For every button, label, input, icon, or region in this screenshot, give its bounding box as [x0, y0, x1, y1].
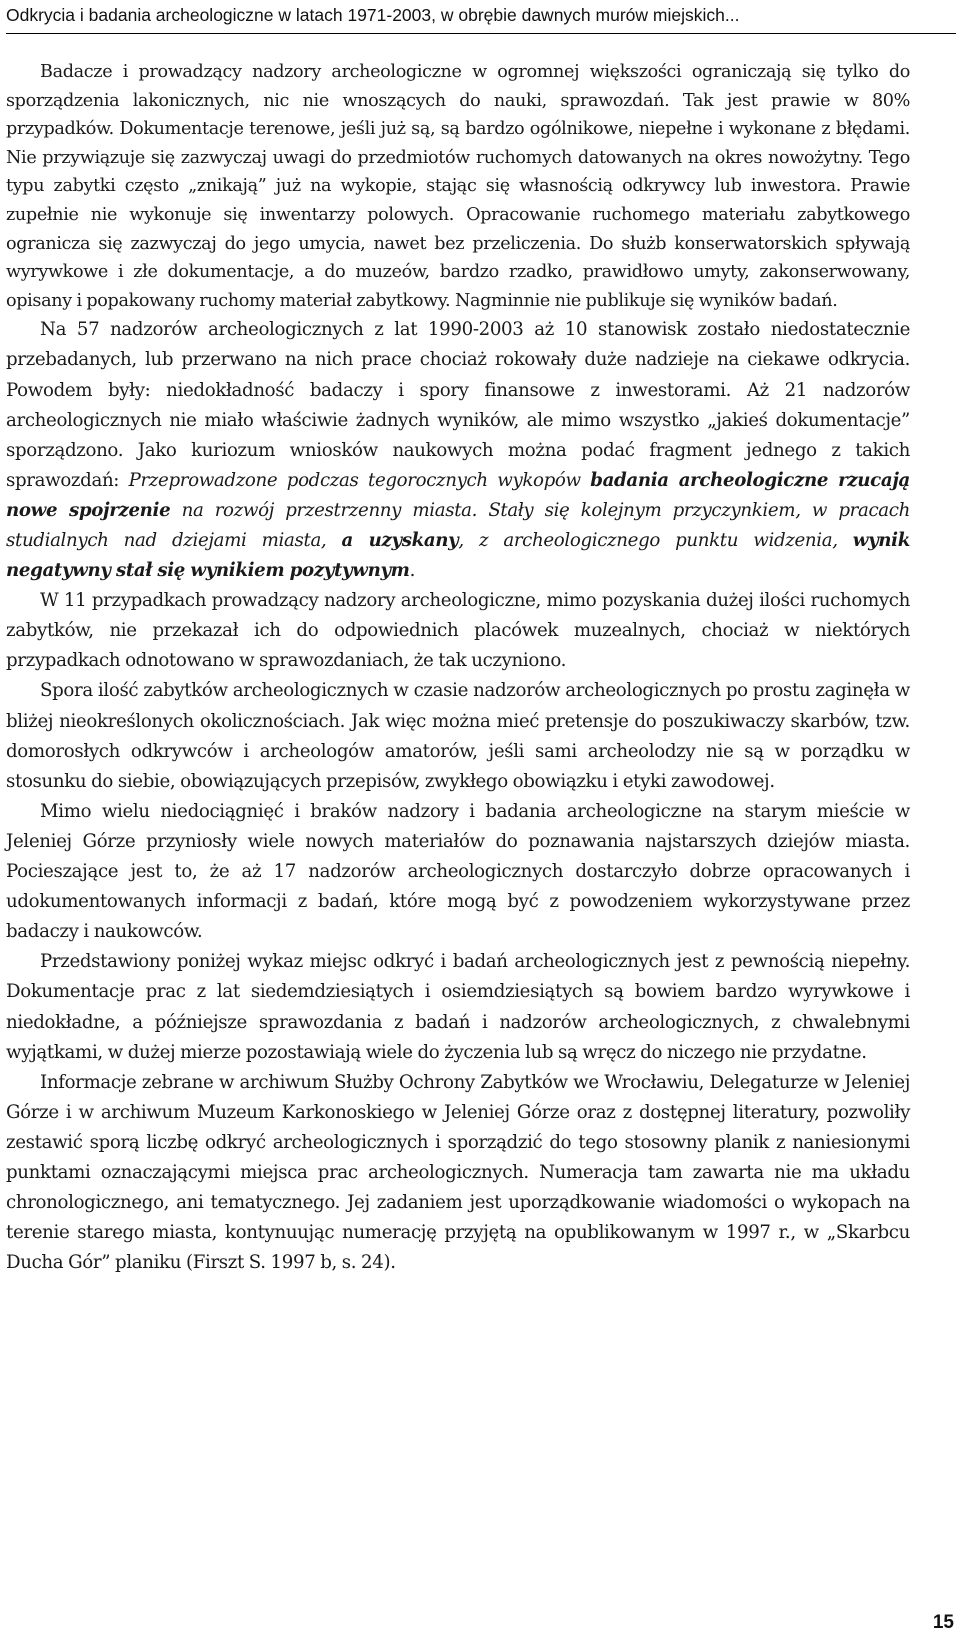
quote-part-1: Przeprowadzone podczas tegorocznych wykopów: [128, 469, 591, 491]
quote-emphasis-1: badania archeologiczne rzucają nowe spojrzenie: [6, 469, 910, 521]
running-header: Odkrycia i badania archeologiczne w latach 1971-2003, w obrębie dawnych murów miejskich...: [6, 0, 956, 34]
page-number: 15: [932, 1612, 954, 1633]
quote-emphasis-2: a uzyskany: [341, 530, 459, 551]
paragraph-6: Przedstawiony poniżej wykaz miejsc odkryć i badań archeologicznych jest z pewnością niepełny. Dokumentacje prac z lat siedemdziesiątych i osiemdziesiątych są bowiem bardzo wyrywkowe i niedokładne, a późniejsze sprawozdania z badań i nadzorów archeologicznych, z chwalebnymi wyjątkami, w dużej mierze pozostawiają wiele do życzenia lub są wręcz do niczego nie przydatne.: [6, 951, 910, 1063]
paragraph-4: Spora ilość zabytków archeologicznych w czasie nadzorów archeologicznych po prostu zaginęła w bliżej nieokreślonych okolicznościach. Jak więc można mieć pretensje do poszukiwaczy skarbów, tzw. domorosłych odkrywców i archeologów amatorów, jeśli sami archeolodzy nie są w porządku w stosunku do siebie, obowiązujących przepisów, zwykłego obowiązku i etyki zawodowej.: [6, 680, 910, 792]
paragraph-7: Informacje zebrane w archiwum Służby Ochrony Zabytków we Wrocławiu, Delegaturze w Jeleniej Górze i w archiwum Muzeum Karkonoskiego w Jeleniej Górze oraz z dostępnej literatury, pozwoliły zestawić sporą liczbę odkryć archeologicznych i sporządzić do tego stosowny planik z naniesionymi punktami oznaczającymi miejsca prac archeologicznych. Numeracja tam zawarta nie ma układu chronologicznego, ani tematycznego. Jej zadaniem jest uporządkowanie wiadomości o wykopach na terenie starego miasta, kontynuując numerację przyjętą na opublikowanym w 1997 r., w „Skarbcu Ducha Gór” planiku (Firszt S. 1997 b, s. 24).: [6, 1071, 910, 1274]
paragraph-5: Mimo wielu niedociągnięć i braków nadzory i badania archeologiczne na starym mieście w Jeleniej Górze przyniosły wiele nowych materiałów do poznawania najstarszych dziejów miasta. Pocieszające jest to, że aż 17 nadzorów archeologicznych dostarczyło dobrze opracowanych i udokumentowanych informacji z badań, które mogą być z powodzeniem wykorzystywane przez badaczy i naukowców.: [6, 800, 910, 943]
paragraph-1: Badacze i prowadzący nadzory archeologiczne w ogromnej większości ograniczają się tylko do sporządzenia lakonicznych, nic nie wnoszących do nauki, sprawozdań. Tak jest prawie w 80% przypadków. Dokumentacje terenowe, jeśli już są, są bardzo ogólnikowe, niepełne i wykonane z błędami. Nie przywiązuje się zazwyczaj uwagi do przedmiotów ruchomych datowanych na okres nowożytny. Tego typu zabytki często „znikają” już na wykopie, stając się własnością odkrywcy lub inwestora. Prawie zupełnie nie wykonuje się inwentarzy polowych. Opracowanie ruchomego materiału zabytkowego ogranicza się zazwyczaj do jego umycia, nawet bez przeliczenia. Do służb konserwatorskich spływają wyrywkowe i złe dokumentacje, a do muzeów, bardzo rzadko, prawidłowo umyty, zakonserwowany, opisany i popakowany ruchomy materiał zabytkowy. Nagminnie nie publikuje się wyników badań.: [6, 62, 910, 311]
paragraph-3: W 11 przypadkach prowadzący nadzory archeologiczne, mimo pozyskania dużej ilości ruchomych zabytków, nie przekazał ich do odpowiednich placówek muzealnych, chociaż w niektórych przypadkach odnotowano w sprawozdaniach, że tak uczyniono.: [6, 590, 910, 672]
paragraph-2-end: .: [409, 560, 416, 582]
quote-part-2: na rozwój przestrzenny miasta. Stały się kolejnym przyczynkiem, w pracach studialnych nad dziejami miasta,: [6, 499, 911, 551]
quote-emphasis-3: wynik negatywny stał się wynikiem pozytywnym: [6, 530, 910, 582]
paragraph-2: [6, 315, 910, 586]
body-text: [6, 58, 910, 1278]
quote-part-3: , z archeologicznego punktu widzenia,: [458, 530, 853, 551]
paragraph-2-text: Na 57 nadzorów archeologicznych z lat 1990-2003 aż 10 stanowisk zostało niedostatecznie przebadanych, lub przerwano na nich prace chociaż rokowały duże nadzieje na ciekawe odkrycia. Powodem były: niedokładność badaczy i spory finansowe z inwestorami. Aż 21 nadzorów archeologicznych nie miało właściwie żadnych wyników, ale mimo wszystko „jakieś dokumentacje” sporządzono. Jako kuriozum wniosków naukowych można podać fragment jednego z takich sprawozdań:: [6, 319, 910, 491]
